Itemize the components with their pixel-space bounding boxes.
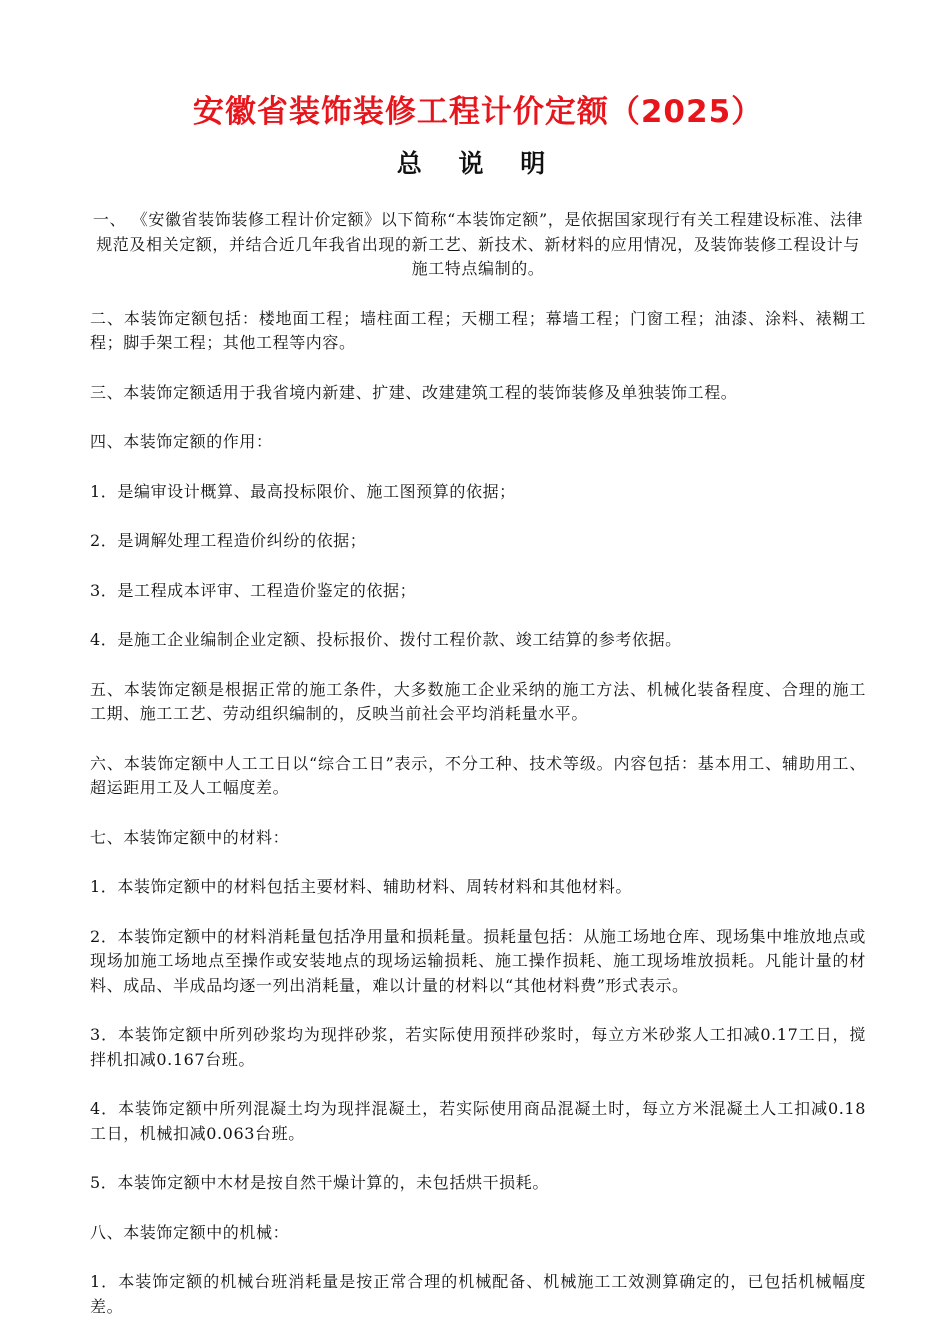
- paragraph-3-applicability: 三、本装饰定额适用于我省境内新建、扩建、改建建筑工程的装饰装修及单独装饰工程。: [90, 382, 738, 402]
- paragraph-7-item-3: 3．本装饰定额中所列砂浆均为现拌砂浆，若实际使用预拌砂浆时，每立方米砂浆人工扣减0.17工日，搅拌机扣减0.167台班。: [90, 1025, 866, 1069]
- section-heading: 总 说 明: [396, 149, 560, 178]
- paragraph-7-item-5: 5．本装饰定额中木材是按自然干燥计算的，未包括烘干损耗。: [90, 1173, 549, 1192]
- paragraph-2-scope: 二、本装饰定额包括：楼地面工程；墙柱面工程；天棚工程；幕墙工程；门窗工程；油漆、涂料、裱糊工程；脚手架工程；其他工程等内容。: [90, 308, 866, 352]
- paragraph-4-purpose-heading: 四、本装饰定额的作用：: [90, 432, 273, 451]
- paragraph-7-item-2: 2．本装饰定额中的材料消耗量包括净用量和损耗量。损耗量包括：从施工场地仓库、现场集中堆放地点或现场加施工场地点至操作或安装地点的现场运输损耗、施工操作损耗、施工现场堆放损耗。凡能计量的材料、成品、半成品均逐一列出消耗量，难以计量的材料以“其他材料费”形式表示。: [90, 926, 866, 995]
- paragraph-4-item-1: 1．是编审设计概算、最高投标限价、施工图预算的依据；: [90, 481, 516, 501]
- paragraph-7-materials-heading: 七、本装饰定额中的材料：: [90, 827, 290, 847]
- paragraph-7-item-1: 1．本装饰定额中的材料包括主要材料、辅助材料、周转材料和其他材料。: [90, 877, 632, 896]
- paragraph-4-item-4: 4．是施工企业编制企业定额、投标报价、拨付工程价款、竣工结算的参考依据。: [90, 630, 682, 649]
- document-title: 安徽省装饰装修工程计价定额（2025）: [192, 94, 764, 130]
- paragraph-6-labor: 六、本装饰定额中人工工日以“综合工日”表示，不分工种、技术等级。内容包括：基本用工、辅助用工、超运距用工及人工幅度差。: [90, 753, 866, 797]
- paragraph-4-item-2: 2．是调解处理工程造价纠纷的依据；: [90, 531, 367, 550]
- paragraph-4-item-3: 3．是工程成本评审、工程造价鉴定的依据；: [90, 580, 417, 600]
- paragraph-7-item-4: 4．本装饰定额中所列混凝土均为现拌混凝土，若实际使用商品混凝土时，每立方米混凝土人工扣减0.18工日，机械扣减0.063台班。: [90, 1099, 866, 1143]
- paragraph-5-conditions: 五、本装饰定额是根据正常的施工条件，大多数施工企业采纳的施工方法、机械化装备程度、合理的施工工期、施工工艺、劳动组织编制的，反映当前社会平均消耗量水平。: [90, 679, 866, 723]
- paragraph-8-item-1: 1．本装饰定额的机械台班消耗量是按正常合理的机械配备、机械施工工效测算确定的，已包括机械幅度差。: [90, 1272, 866, 1316]
- paragraph-8-machinery-heading: 八、本装饰定额中的机械：: [90, 1222, 290, 1242]
- paragraph-1-basis: 一、 《安徽省装饰装修工程计价定额》以下简称“本装饰定额”，是依据国家现行有关工程建设标准、法律规范及相关定额，并结合近几年我省出现的新工艺、新技术、新材料的应用情况，及装饰装修工程设计与施工特点编制的。: [92, 210, 864, 278]
